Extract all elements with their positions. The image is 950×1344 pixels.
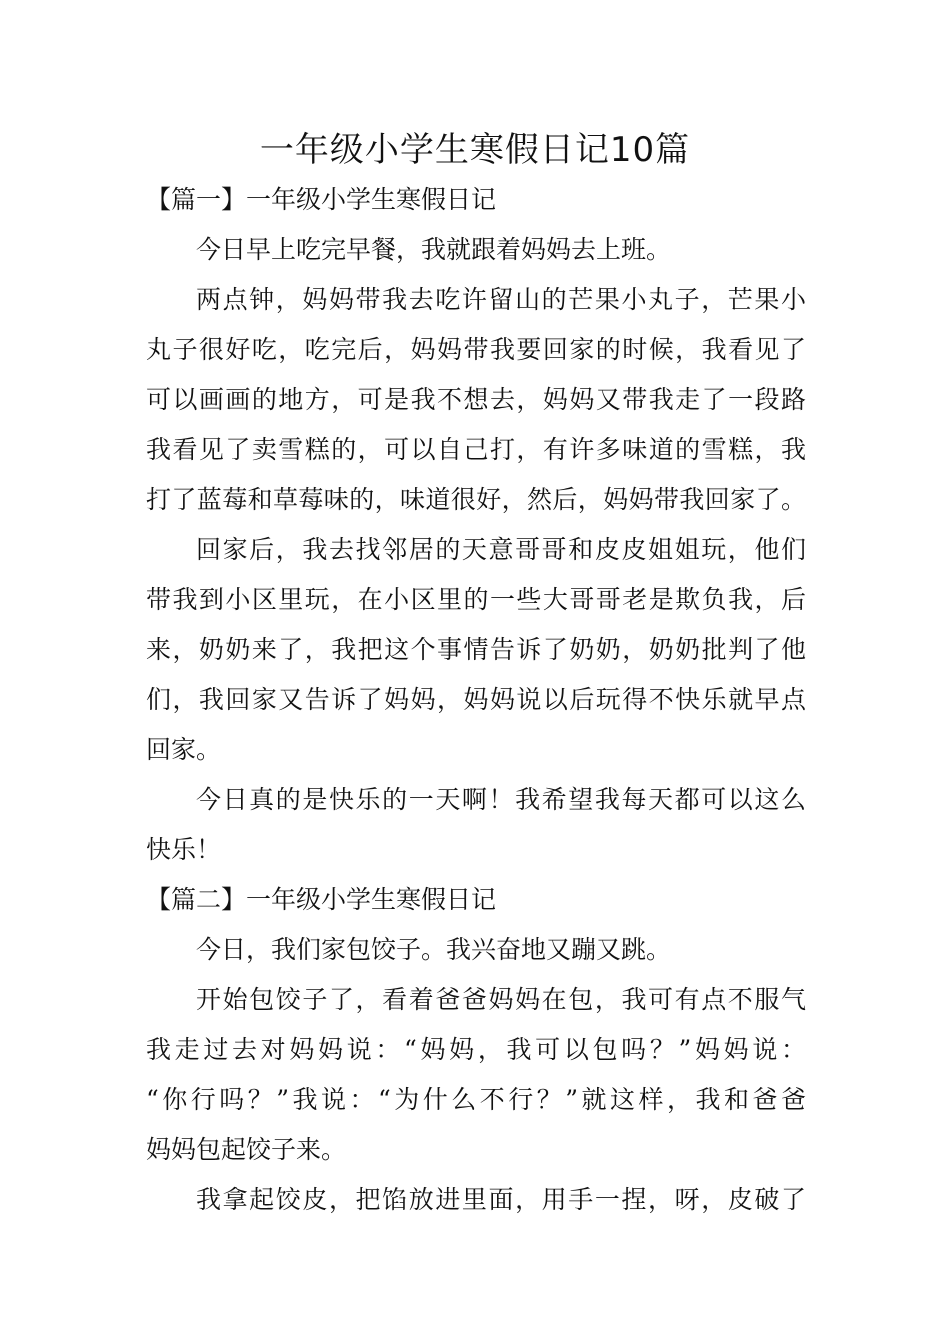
- paragraph-line: 今日早上吃完早餐，我就跟着妈妈去上班。: [196, 235, 672, 264]
- paragraph-line: 们，我回家又告诉了妈妈，妈妈说以后玩得不快乐就早点: [146, 685, 806, 714]
- paragraph-line: 我拿起饺皮，把馅放进里面，用手一捏，呀，皮破了: [196, 1185, 806, 1214]
- paragraph-line: 两点钟，妈妈带我去吃许留山的芒果小丸子，芒果小: [196, 285, 806, 314]
- document-title: 一年级小学生寒假日记10篇: [259, 130, 691, 170]
- section-heading-2: 【篇二】一年级小学生寒假日记: [146, 885, 497, 914]
- paragraph-line: “你行吗？”我说：“为什么不行？”就这样，我和爸爸: [146, 1085, 806, 1114]
- section-heading-1: 【篇一】一年级小学生寒假日记: [146, 185, 497, 214]
- paragraph-line: 开始包饺子了，看着爸爸妈妈在包，我可有点不服气: [196, 985, 806, 1014]
- paragraph-line: 打了蓝莓和草莓味的，味道很好，然后，妈妈带我回家了。: [146, 485, 806, 514]
- paragraph-line: 回家。: [146, 735, 222, 764]
- paragraph-line: 回家后，我去找邻居的天意哥哥和皮皮姐姐玩，他们: [196, 535, 806, 564]
- paragraph-line: 快乐！: [146, 835, 222, 864]
- paragraph-line: 今日真的是快乐的一天啊！我希望我每天都可以这么: [196, 785, 806, 814]
- paragraph-line: 我走过去对妈妈说：“妈妈，我可以包吗？”妈妈说：: [146, 1035, 806, 1064]
- paragraph-line: 带我到小区里玩，在小区里的一些大哥哥老是欺负我，后: [146, 585, 806, 614]
- paragraph-line: 丸子很好吃，吃完后，妈妈带我要回家的时候，我看见了: [146, 335, 806, 364]
- document-body: [146, 175, 806, 1225]
- paragraph-line: 妈妈包起饺子来。: [146, 1135, 347, 1164]
- paragraph-line: 来，奶奶来了，我把这个事情告诉了奶奶，奶奶批判了他: [146, 635, 806, 664]
- paragraph-line: 我看见了卖雪糕的，可以自己打，有许多味道的雪糕，我: [146, 435, 806, 464]
- paragraph-line: 可以画画的地方，可是我不想去，妈妈又带我走了一段路: [146, 385, 806, 414]
- paragraph-line: 今日，我们家包饺子。我兴奋地又蹦又跳。: [196, 935, 672, 964]
